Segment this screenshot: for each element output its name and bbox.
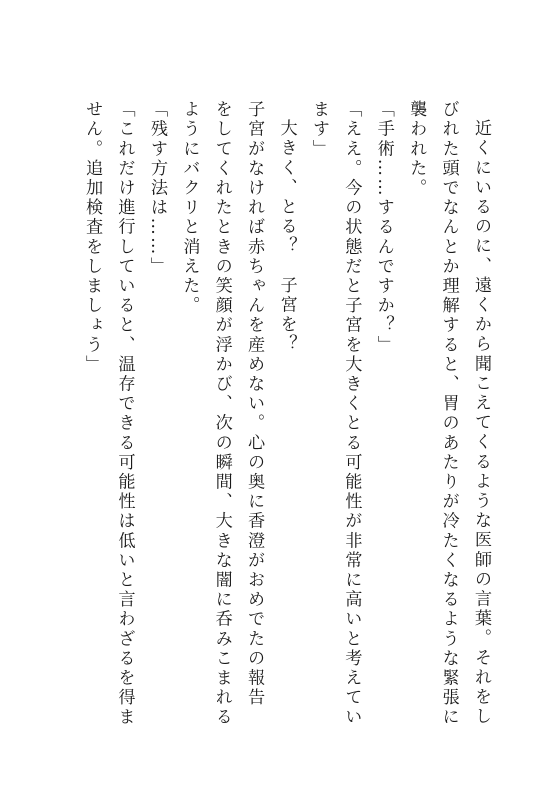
text-line-4: 「手術……するんですか？」 — [373, 100, 394, 355]
text-line-3: 襲われた。 — [406, 100, 427, 198]
vertical-text-body — [76, 100, 497, 728]
text-line-1: 近くにいるのに、遠くから聞こえてくるような医師の言葉。それをし — [471, 118, 491, 727]
text-line-5: 「ええ。今の状態だと子宮を大きくとる可能性が非常に高いと考えてい — [341, 100, 362, 728]
text-line-2: びれた頭でなんとか理解すると、胃のあたりが冷たくなるような緊張に — [438, 100, 459, 728]
text-line-7: 大きく、とる？ 子宮を？ — [276, 118, 297, 355]
text-line-9: をしてくれたときの笑顔が浮かび、次の瞬間、大きな闇に呑みこまれる — [211, 100, 232, 728]
text-line-10: ようにバクリと消えた。 — [179, 100, 200, 316]
text-line-12: 「これだけ進行していると、温存できる可能性は低いと言わざるを得ま — [114, 100, 135, 728]
text-line-8: 子宮がなければ赤ちゃんを産めない。心の奥に香澄がおめでたの報告 — [244, 100, 265, 708]
text-line-13: せん。追加検査をしましょう」 — [82, 100, 103, 375]
text-line-6: ます」 — [308, 100, 329, 159]
text-line-11: 「残す方法は……」 — [146, 100, 167, 277]
